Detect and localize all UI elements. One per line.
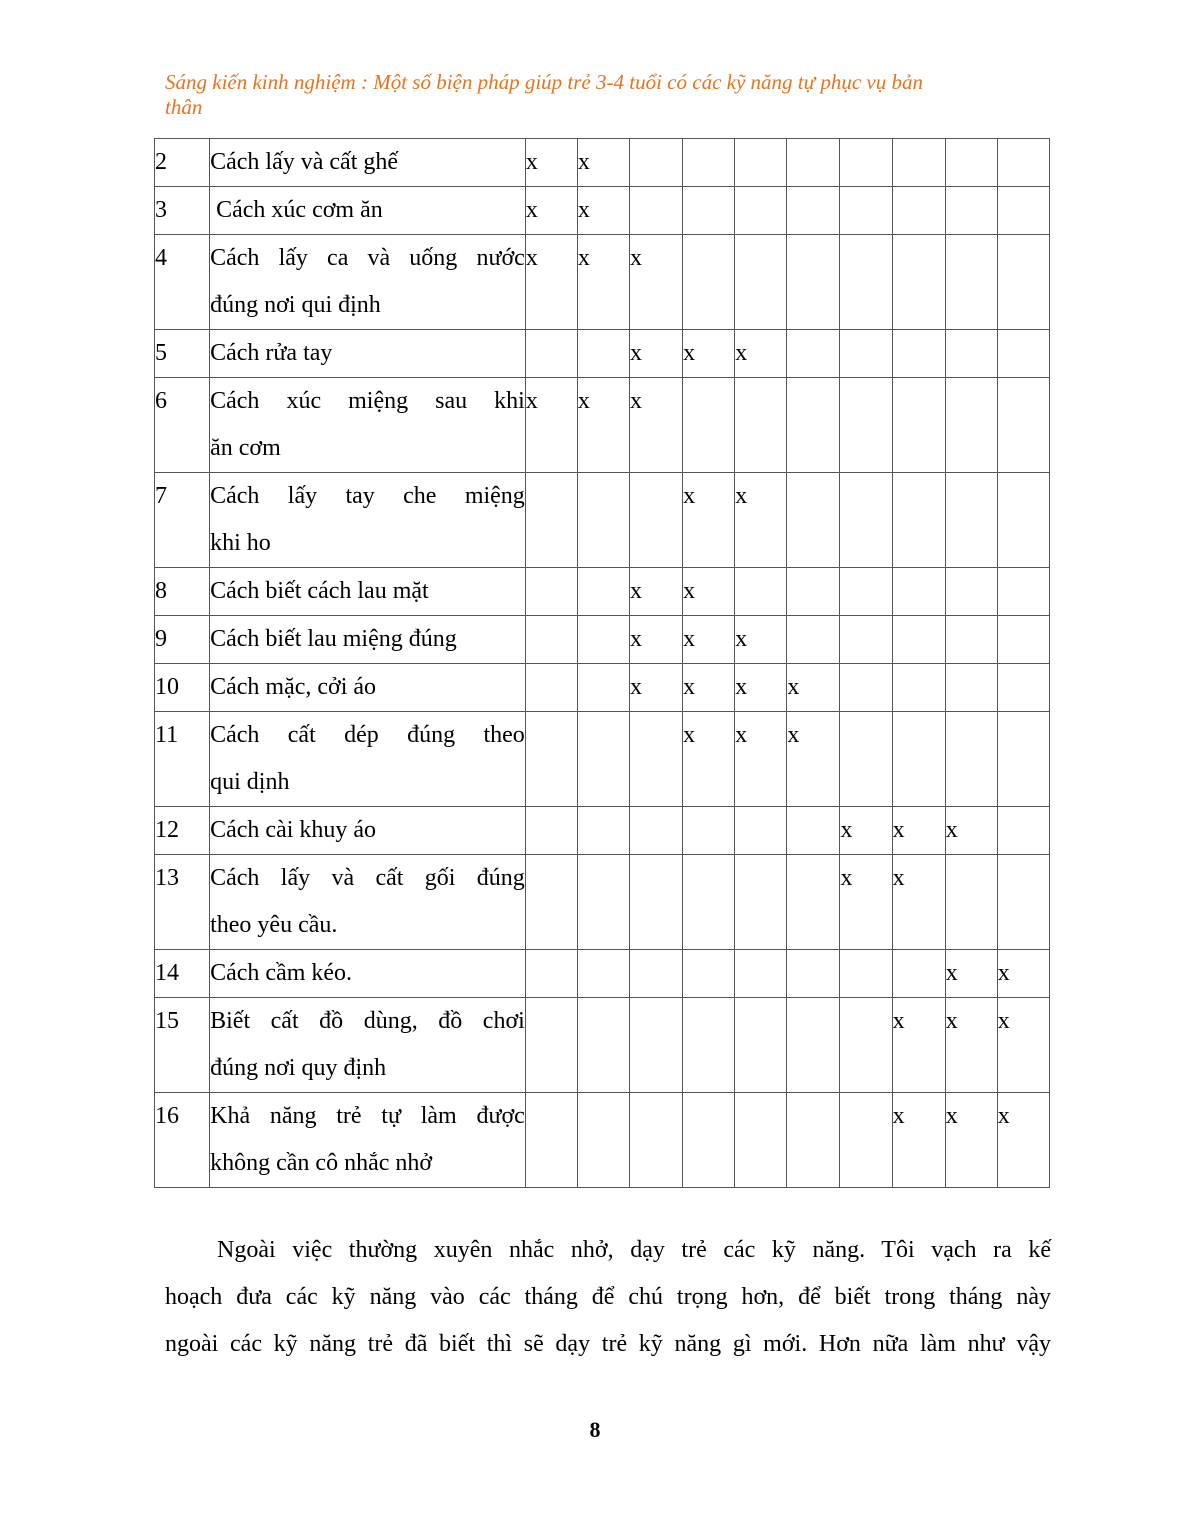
month-cell xyxy=(577,712,629,807)
month-cell xyxy=(630,807,683,855)
row-number: 3 xyxy=(155,187,210,235)
month-cell xyxy=(945,187,997,235)
month-cell xyxy=(683,139,735,187)
month-cell xyxy=(525,187,577,235)
month-cell xyxy=(630,568,683,616)
skill-name xyxy=(210,330,526,378)
row-number: 13 xyxy=(155,855,210,950)
month-cell xyxy=(683,616,735,664)
check-mark: x xyxy=(683,578,696,604)
skill-name xyxy=(210,950,526,998)
month-cell xyxy=(892,998,945,1093)
month-cell xyxy=(525,330,577,378)
skill-name-line: Cách lấy và cất gối đúng xyxy=(210,865,525,891)
skill-name-line: Cách biết cách lau mặt xyxy=(210,578,429,604)
row-number: 12 xyxy=(155,807,210,855)
month-cell xyxy=(787,664,840,712)
month-cell xyxy=(577,998,629,1093)
check-mark: x xyxy=(525,245,538,271)
month-cell xyxy=(892,616,945,664)
month-cell xyxy=(735,950,787,998)
row-number: 5 xyxy=(155,330,210,378)
month-cell xyxy=(630,187,683,235)
month-cell xyxy=(997,950,1049,998)
row-number: 10 xyxy=(155,664,210,712)
month-cell xyxy=(525,1093,577,1188)
month-cell xyxy=(630,616,683,664)
skill-name xyxy=(210,664,526,712)
page-number: 8 xyxy=(589,1417,601,1442)
skill-name xyxy=(210,139,526,187)
check-mark: x xyxy=(945,1008,958,1034)
skill-name-line: ăn cơm xyxy=(210,435,281,461)
table-row xyxy=(155,139,1050,187)
month-cell xyxy=(997,664,1049,712)
month-cell xyxy=(892,807,945,855)
month-cell xyxy=(840,807,892,855)
month-cell xyxy=(892,712,945,807)
month-cell xyxy=(945,950,997,998)
skill-name-line: Cách cài khuy áo xyxy=(210,817,377,843)
month-cell xyxy=(630,998,683,1093)
month-cell xyxy=(840,855,892,950)
skill-name xyxy=(210,235,526,330)
month-cell xyxy=(892,330,945,378)
skill-name xyxy=(210,616,526,664)
month-cell xyxy=(840,568,892,616)
month-cell xyxy=(945,473,997,568)
month-cell xyxy=(997,568,1049,616)
month-cell xyxy=(683,187,735,235)
skill-name xyxy=(210,855,526,950)
month-cell xyxy=(892,1093,945,1188)
skill-name xyxy=(210,187,526,235)
month-cell xyxy=(735,330,787,378)
check-mark: x xyxy=(630,578,643,604)
month-cell xyxy=(840,378,892,473)
month-cell xyxy=(892,950,945,998)
month-cell xyxy=(577,664,629,712)
month-cell xyxy=(525,664,577,712)
month-cell xyxy=(683,235,735,330)
month-cell xyxy=(630,235,683,330)
skill-name xyxy=(210,1093,526,1188)
month-cell xyxy=(525,712,577,807)
month-cell xyxy=(577,855,629,950)
month-cell xyxy=(997,187,1049,235)
month-cell xyxy=(577,330,629,378)
month-cell xyxy=(787,855,840,950)
header-line-2: thân xyxy=(165,95,203,119)
month-cell xyxy=(945,139,997,187)
month-cell xyxy=(683,664,735,712)
check-mark: x xyxy=(683,722,696,748)
check-mark: x xyxy=(683,674,696,700)
month-cell xyxy=(840,998,892,1093)
month-cell xyxy=(997,807,1049,855)
month-cell xyxy=(892,139,945,187)
month-cell xyxy=(683,473,735,568)
skill-name-line: đúng nơi qui định xyxy=(210,292,381,318)
month-cell xyxy=(630,378,683,473)
month-cell xyxy=(840,950,892,998)
check-mark: x xyxy=(577,197,590,223)
month-cell xyxy=(840,664,892,712)
skill-name xyxy=(210,568,526,616)
month-cell xyxy=(577,235,629,330)
month-cell xyxy=(787,139,840,187)
check-mark: x xyxy=(577,245,590,271)
month-cell xyxy=(892,378,945,473)
month-cell xyxy=(892,473,945,568)
skill-name-line: Cách lấy và cất ghế xyxy=(210,149,399,175)
month-cell xyxy=(735,807,787,855)
month-cell xyxy=(735,378,787,473)
month-cell xyxy=(577,139,629,187)
month-cell xyxy=(945,568,997,616)
month-cell xyxy=(787,950,840,998)
table-row xyxy=(155,998,1050,1093)
row-number: 6 xyxy=(155,378,210,473)
month-cell xyxy=(630,664,683,712)
check-mark: x xyxy=(997,1008,1010,1034)
skill-name xyxy=(210,473,526,568)
month-cell xyxy=(630,855,683,950)
row-number: 15 xyxy=(155,998,210,1093)
table-row xyxy=(155,807,1050,855)
month-cell xyxy=(997,855,1049,950)
skill-name-line: theo yêu cầu. xyxy=(210,912,338,938)
check-mark: x xyxy=(525,388,538,414)
check-mark: x xyxy=(840,865,853,891)
check-mark: x xyxy=(735,340,748,366)
month-cell xyxy=(525,568,577,616)
month-cell xyxy=(787,1093,840,1188)
check-mark: x xyxy=(735,674,748,700)
month-cell xyxy=(787,187,840,235)
month-cell xyxy=(945,664,997,712)
skills-table-body xyxy=(155,139,1050,1188)
skill-name-line: qui dịnh xyxy=(210,769,290,795)
skill-name-line: Biết cất đồ dùng, đồ chơi xyxy=(210,1008,525,1034)
table-row xyxy=(155,855,1050,950)
month-cell xyxy=(525,998,577,1093)
check-mark: x xyxy=(683,626,696,652)
month-cell xyxy=(577,950,629,998)
month-cell xyxy=(630,473,683,568)
month-cell xyxy=(683,998,735,1093)
table-row xyxy=(155,473,1050,568)
skill-name-line: Cách cầm kéo. xyxy=(210,960,353,986)
skill-name xyxy=(210,712,526,807)
month-cell xyxy=(577,473,629,568)
month-cell xyxy=(840,187,892,235)
table-row xyxy=(155,950,1050,998)
month-cell xyxy=(735,664,787,712)
check-mark: x xyxy=(945,817,958,843)
month-cell xyxy=(892,187,945,235)
month-cell xyxy=(840,235,892,330)
paragraph-line-2: hoạch đưa các kỹ năng vào các tháng để chú trọng hơn, để biết trong tháng này xyxy=(165,1284,1051,1310)
month-cell xyxy=(945,712,997,807)
month-cell xyxy=(840,712,892,807)
row-number: 16 xyxy=(155,1093,210,1188)
skill-name xyxy=(210,998,526,1093)
month-cell xyxy=(892,568,945,616)
row-number: 9 xyxy=(155,616,210,664)
month-cell xyxy=(577,568,629,616)
check-mark: x xyxy=(892,865,905,891)
month-cell xyxy=(735,187,787,235)
skill-name xyxy=(210,378,526,473)
month-cell xyxy=(787,712,840,807)
paragraph-line-1: Ngoài việc thường xuyên nhắc nhở, dạy trẻ các kỹ năng. Tôi vạch ra kế xyxy=(217,1237,1051,1263)
skill-name-line: Cách xúc cơm ăn xyxy=(210,197,383,223)
month-cell xyxy=(683,807,735,855)
check-mark: x xyxy=(683,340,696,366)
table-row xyxy=(155,712,1050,807)
month-cell xyxy=(787,807,840,855)
check-mark: x xyxy=(787,722,800,748)
month-cell xyxy=(683,330,735,378)
month-cell xyxy=(997,139,1049,187)
month-cell xyxy=(735,855,787,950)
month-cell xyxy=(577,616,629,664)
check-mark: x xyxy=(997,960,1010,986)
table-row xyxy=(155,330,1050,378)
month-cell xyxy=(577,378,629,473)
skill-name xyxy=(210,807,526,855)
check-mark: x xyxy=(997,1103,1010,1129)
month-cell xyxy=(945,1093,997,1188)
month-cell xyxy=(945,998,997,1093)
skill-name-line: Cách lấy tay che miệng xyxy=(210,483,525,509)
check-mark: x xyxy=(630,626,643,652)
month-cell xyxy=(840,139,892,187)
check-mark: x xyxy=(525,149,538,175)
skills-table xyxy=(154,138,1050,1188)
month-cell xyxy=(787,473,840,568)
table-row xyxy=(155,1093,1050,1188)
month-cell xyxy=(892,664,945,712)
row-number: 8 xyxy=(155,568,210,616)
check-mark: x xyxy=(630,340,643,366)
month-cell xyxy=(840,1093,892,1188)
month-cell xyxy=(735,616,787,664)
check-mark: x xyxy=(525,197,538,223)
month-cell xyxy=(945,855,997,950)
check-mark: x xyxy=(577,149,590,175)
month-cell xyxy=(683,568,735,616)
month-cell xyxy=(630,330,683,378)
month-cell xyxy=(997,1093,1049,1188)
month-cell xyxy=(945,378,997,473)
month-cell xyxy=(735,712,787,807)
month-cell xyxy=(945,235,997,330)
skill-name-line: Cách lấy ca và uống nước xyxy=(210,245,525,271)
skill-name-line: Cách mặc, cởi áo xyxy=(210,674,377,700)
skill-name-line: Cách cất dép đúng theo xyxy=(210,722,525,748)
body-paragraph xyxy=(165,1227,1051,1368)
month-cell xyxy=(840,473,892,568)
check-mark: x xyxy=(735,626,748,652)
month-cell xyxy=(525,950,577,998)
month-cell xyxy=(787,568,840,616)
month-cell xyxy=(787,998,840,1093)
month-cell xyxy=(525,378,577,473)
month-cell xyxy=(735,139,787,187)
month-cell xyxy=(945,616,997,664)
month-cell xyxy=(840,330,892,378)
table-row xyxy=(155,378,1050,473)
check-mark: x xyxy=(683,483,696,509)
check-mark: x xyxy=(735,722,748,748)
month-cell xyxy=(525,855,577,950)
row-number: 14 xyxy=(155,950,210,998)
month-cell xyxy=(892,855,945,950)
month-cell xyxy=(630,139,683,187)
month-cell xyxy=(997,235,1049,330)
month-cell xyxy=(630,1093,683,1188)
month-cell xyxy=(997,330,1049,378)
month-cell xyxy=(787,330,840,378)
month-cell xyxy=(997,712,1049,807)
month-cell xyxy=(630,712,683,807)
check-mark: x xyxy=(840,817,853,843)
month-cell xyxy=(525,473,577,568)
month-cell xyxy=(787,378,840,473)
table-row xyxy=(155,568,1050,616)
row-number: 11 xyxy=(155,712,210,807)
paragraph-line-3: ngoài các kỹ năng trẻ đã biết thì sẽ dạy trẻ kỹ năng gì mới. Hơn nữa làm như vậy xyxy=(165,1331,1051,1357)
check-mark: x xyxy=(892,817,905,843)
document-header xyxy=(165,70,1045,120)
skill-name-line: khi ho xyxy=(210,530,271,556)
check-mark: x xyxy=(787,674,800,700)
month-cell xyxy=(577,187,629,235)
row-number: 2 xyxy=(155,139,210,187)
skill-name-line: đúng nơi quy định xyxy=(210,1055,387,1081)
skill-name-line: Cách rửa tay xyxy=(210,340,333,366)
month-cell xyxy=(945,330,997,378)
month-cell xyxy=(683,1093,735,1188)
month-cell xyxy=(735,568,787,616)
check-mark: x xyxy=(892,1008,905,1034)
month-cell xyxy=(997,473,1049,568)
month-cell xyxy=(945,807,997,855)
month-cell xyxy=(892,235,945,330)
check-mark: x xyxy=(892,1103,905,1129)
table-row xyxy=(155,235,1050,330)
month-cell xyxy=(577,1093,629,1188)
check-mark: x xyxy=(945,960,958,986)
month-cell xyxy=(683,950,735,998)
header-line-1: Sáng kiến kinh nghiệm : Một số biện pháp giúp trẻ 3-4 tuổi có các kỹ năng tự phục vụ bản xyxy=(165,70,923,94)
check-mark: x xyxy=(630,245,643,271)
check-mark: x xyxy=(630,674,643,700)
table-row xyxy=(155,187,1050,235)
month-cell xyxy=(683,712,735,807)
skill-name-line: Cách xúc miệng sau khi xyxy=(210,388,525,414)
skill-name-line: Khả năng trẻ tự làm được xyxy=(210,1103,525,1129)
check-mark: x xyxy=(630,388,643,414)
month-cell xyxy=(683,378,735,473)
row-number: 4 xyxy=(155,235,210,330)
month-cell xyxy=(630,950,683,998)
month-cell xyxy=(525,807,577,855)
table-row xyxy=(155,616,1050,664)
check-mark: x xyxy=(735,483,748,509)
check-mark: x xyxy=(945,1103,958,1129)
month-cell xyxy=(735,235,787,330)
month-cell xyxy=(735,473,787,568)
month-cell xyxy=(787,616,840,664)
month-cell xyxy=(525,616,577,664)
month-cell xyxy=(997,998,1049,1093)
month-cell xyxy=(735,998,787,1093)
row-number: 7 xyxy=(155,473,210,568)
month-cell xyxy=(997,378,1049,473)
month-cell xyxy=(577,807,629,855)
check-mark: x xyxy=(577,388,590,414)
month-cell xyxy=(525,139,577,187)
month-cell xyxy=(997,616,1049,664)
month-cell xyxy=(525,235,577,330)
month-cell xyxy=(735,1093,787,1188)
month-cell xyxy=(683,855,735,950)
skill-name-line: Cách biết lau miệng đúng xyxy=(210,626,457,652)
table-row xyxy=(155,664,1050,712)
month-cell xyxy=(840,616,892,664)
skill-name-line: không cần cô nhắc nhở xyxy=(210,1150,433,1176)
month-cell xyxy=(787,235,840,330)
